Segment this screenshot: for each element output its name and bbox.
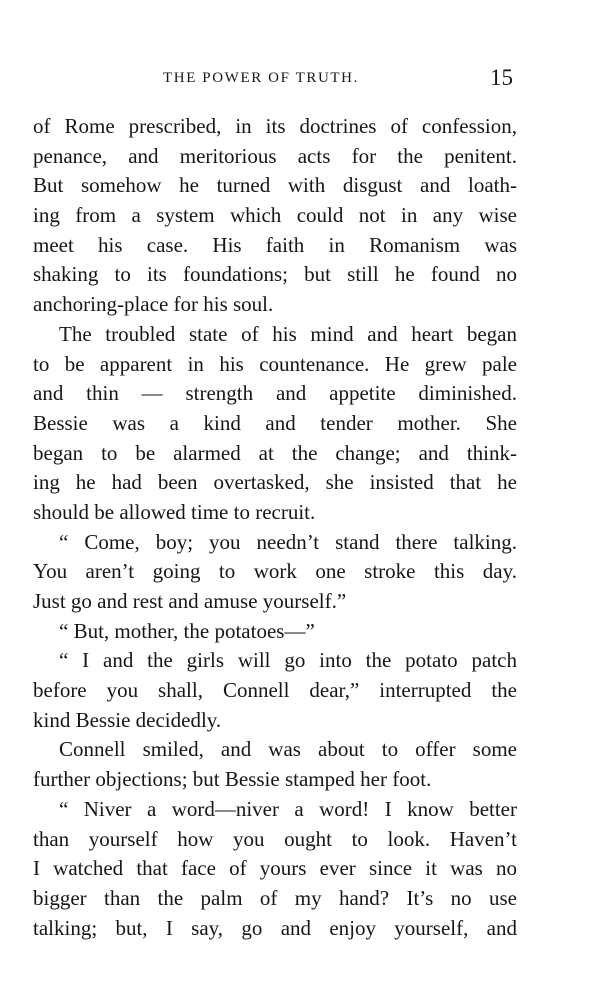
text-line: and thin — strength and appetite diminished. xyxy=(33,381,517,406)
text-line: of Rome prescribed, in its doctrines of confession, xyxy=(33,114,517,138)
running-title: THE POWER OF TRUTH. xyxy=(163,70,359,86)
page-number: 15 xyxy=(490,65,513,90)
page-header xyxy=(33,65,513,96)
body-text xyxy=(33,112,517,943)
text-line: Bessie was a kind and tender mother. She xyxy=(33,410,517,435)
text-line: But somehow he turned with disgust and loath- xyxy=(33,173,517,198)
text-line: ing from a system which could not in any wise xyxy=(33,203,517,228)
text-line: “ Come, boy; you needn’t stand there talking. xyxy=(59,529,517,554)
text-line: shaking to its foundations; but still he found no xyxy=(33,262,517,287)
text-line: “ But, mother, the potatoes—” xyxy=(59,618,315,643)
text-line: “ Niver a word—niver a word! I know better xyxy=(59,796,517,821)
text-line: further objections; but Bessie stamped her foot. xyxy=(33,767,432,792)
text-line: ing he had been overtasked, she insisted that he xyxy=(33,470,517,495)
text-line: Connell smiled, and was about to offer some xyxy=(59,737,517,762)
text-line: before you shall, Connell dear,” interrupted the xyxy=(33,678,517,703)
text-line: You aren’t going to work one stroke this day. xyxy=(33,559,517,584)
text-line: began to be alarmed at the change; and think- xyxy=(33,440,517,465)
text-line: “ I and the girls will go into the potato patch xyxy=(59,648,517,673)
text-line: should be allowed time to recruit. xyxy=(33,499,316,524)
text-line: bigger than the palm of my hand? It’s no use xyxy=(33,885,517,910)
text-line: than yourself how you ought to look. Haven’t xyxy=(33,826,517,851)
text-line: talking; but, I say, go and enjoy yourself, and xyxy=(33,915,517,940)
text-line: penance, and meritorious acts for the penitent. xyxy=(33,143,517,168)
text-line: Just go and rest and amuse yourself.” xyxy=(33,589,347,613)
text-line: to be apparent in his countenance. He grew pale xyxy=(33,351,517,376)
text-line: kind Bessie decidedly. xyxy=(33,707,222,732)
text-line: meet his case. His faith in Romanism was xyxy=(33,232,517,257)
text-line: The troubled state of his mind and heart began xyxy=(59,321,517,346)
text-line: I watched that face of yours ever since it was no xyxy=(33,856,517,881)
text-line: anchoring-place for his soul. xyxy=(33,292,274,317)
